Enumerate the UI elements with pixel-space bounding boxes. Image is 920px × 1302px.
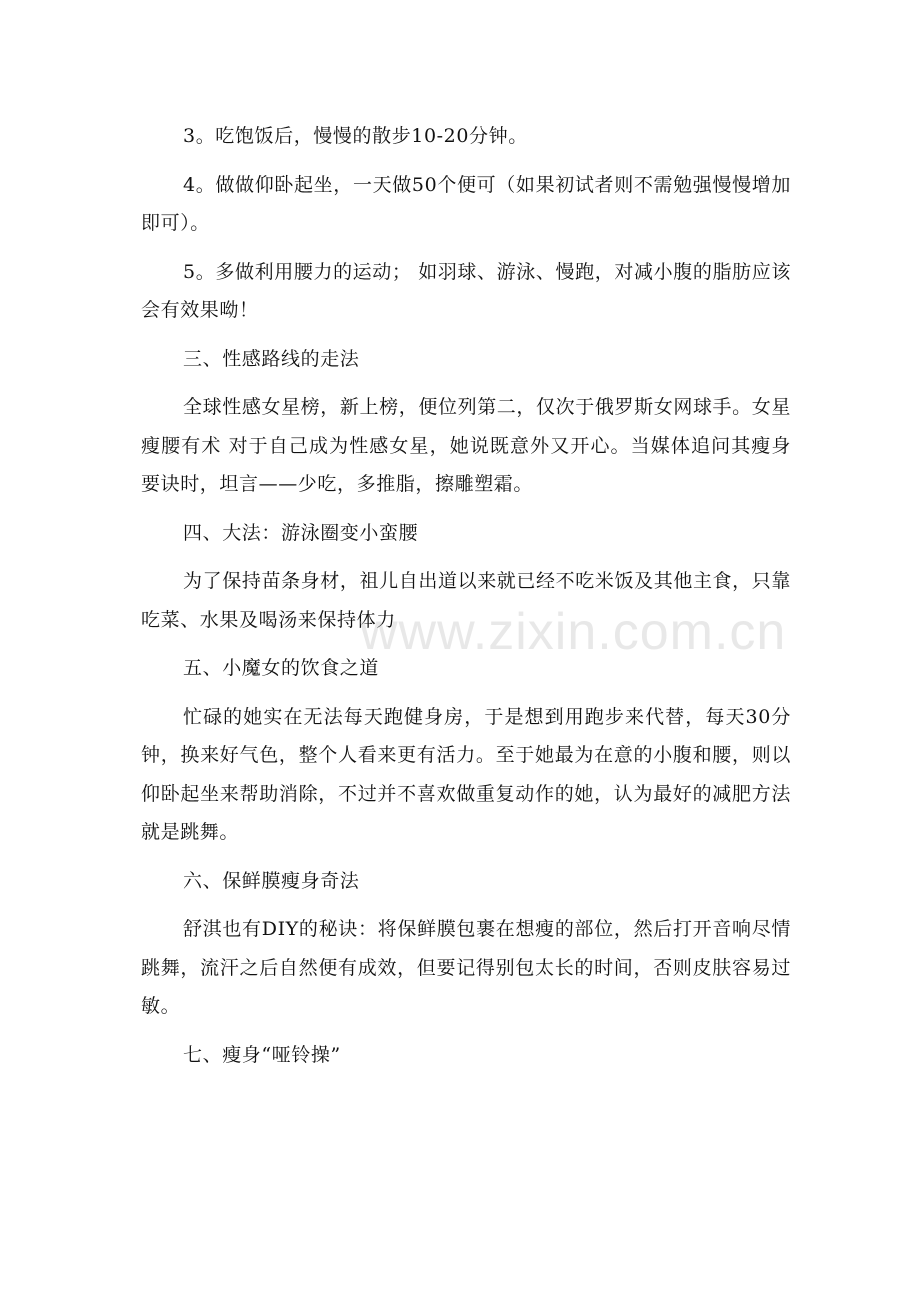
paragraph-waist-exercise: 5。多做利用腰力的运动； 如羽球、游泳、慢跑，对减小腹的脂肪应该会有效果呦！ (141, 260, 791, 321)
paragraph-sit-ups: 4。做做仰卧起坐，一天做50个便可（如果初试者则不需勉强慢慢增加即可）。 (141, 173, 791, 234)
section-heading-7: 七、瘦身“哑铃操” (183, 1043, 341, 1066)
watermark: www.zixin.com.cn (360, 603, 787, 661)
paragraph-walk-after-meal: 3。吃饱饭后，慢慢的散步10-20分钟。 (183, 125, 528, 147)
section-heading-5: 五、小魔女的饮食之道 (183, 657, 380, 679)
section-heading-3: 三、性感路线的走法 (183, 347, 360, 370)
paragraph-diet-no-rice: 为了保持苗条身材，祖儿自出道以来就已经不吃米饭及其他主食，只靠吃菜、水果及喝汤来保持体力 (141, 570, 791, 631)
paragraph-sexy-star: 全球性感女星榜，新上榜，便位列第二，仅次于俄罗斯女网球手。女星瘦腰有术 对于自己成为性感女星，她说既意外又开心。当媒体追问其瘦身要诀时，坦言——少吃，多推脂，擦雕塑霜。 (141, 396, 791, 495)
section-heading-4: 四、大法：游泳圈变小蛮腰 (183, 521, 419, 544)
document-body (141, 117, 791, 1084)
paragraph-plastic-wrap: 舒淇也有DIY的秘诀：将保鲜膜包裹在想瘦的部位，然后打开音响尽情跳舞，流汗之后自然便有成效，但要记得别包太长的时间，否则皮肤容易过敏。 (141, 918, 791, 1017)
paragraph-running: 忙碌的她实在无法每天跑健身房，于是想到用跑步来代替，每天30分钟，换来好气色，整个人看来更有活力。至于她最为在意的小腹和腰，则以仰卧起坐来帮助消除，不过并不喜欢做重复动作的她，认为最好的减肥方法就是跳舞。 (141, 705, 791, 843)
section-heading-6: 六、保鲜膜瘦身奇法 (183, 869, 360, 892)
